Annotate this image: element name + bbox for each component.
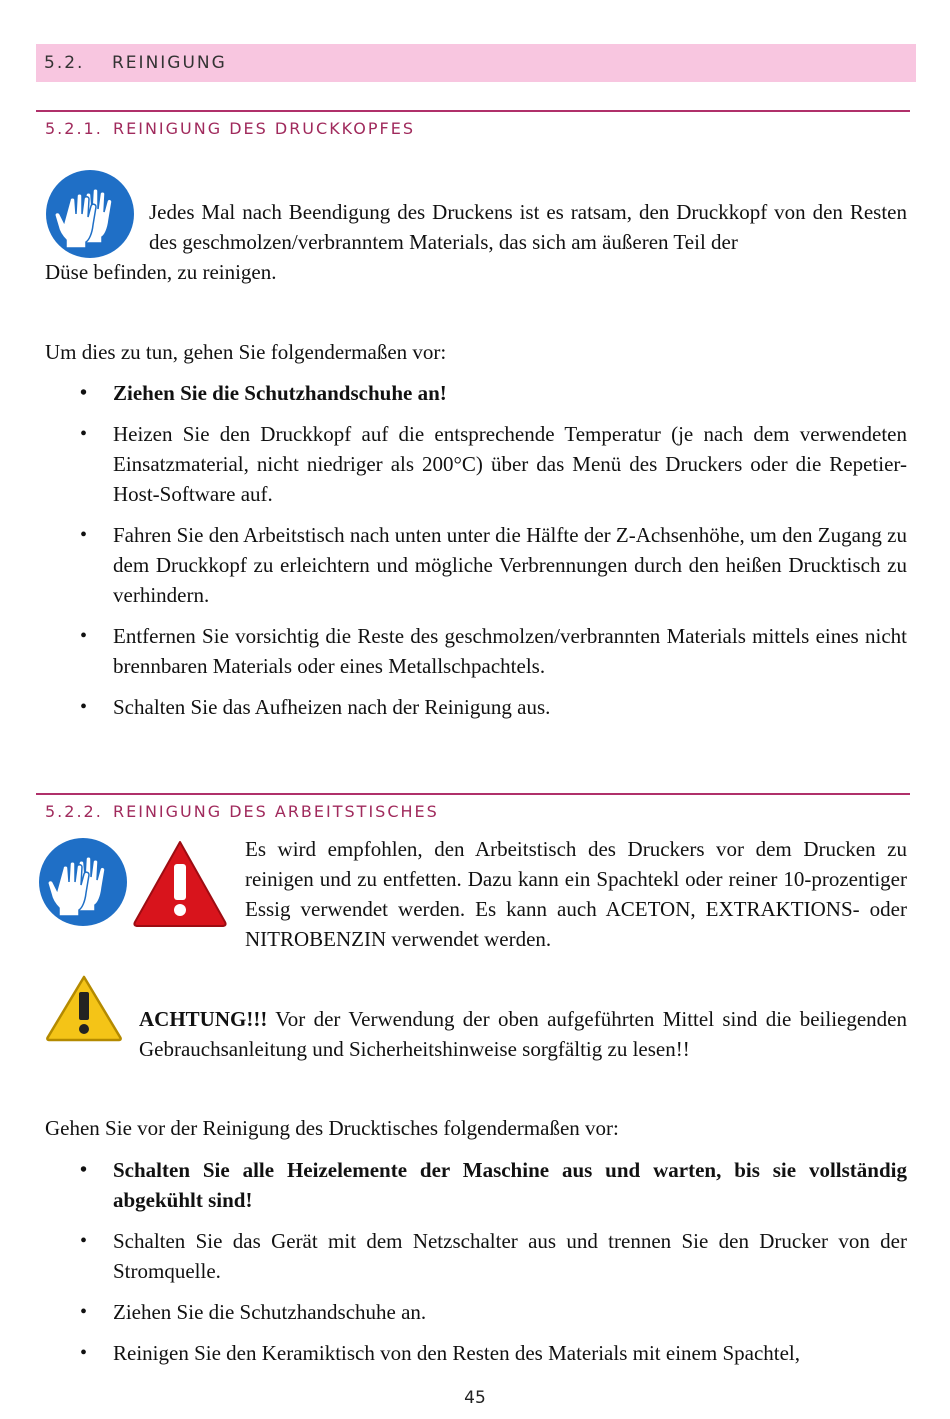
warning-paragraph	[139, 1004, 907, 1064]
subsection-heading-2	[45, 802, 439, 821]
gloves-icon	[46, 170, 134, 258]
list-item: • Schalten Sie alle Heizelemente der Maschine aus und warten, bis sie vollständig abgekühlt sind!	[0, 1155, 907, 1215]
gloves-icon	[39, 838, 127, 926]
procedure-lead-2: Gehen Sie vor der Reinigung des Drucktisches folgendermaßen vor:	[45, 1116, 619, 1140]
list-item: • Schalten Sie das Aufheizen nach der Reinigung aus.	[0, 692, 907, 722]
section-title: REINIGUNG	[112, 53, 227, 73]
page-number: 45	[464, 1388, 486, 1408]
divider-rule	[36, 793, 910, 795]
subsection-number: 5.2.1.	[45, 119, 103, 138]
subsection-title: REINIGUNG DES ARBEITSTISCHES	[113, 802, 439, 821]
intro-paragraph-1: Jedes Mal nach Beendigung des Druckens ist es ratsam, den Druckkopf von den Resten des geschmolzen/verbranntem Materials, das sich am äußeren Teil der	[149, 200, 907, 254]
list-item: • Ziehen Sie die Schutzhandschuhe an.	[0, 1297, 907, 1327]
section-header	[36, 44, 916, 82]
section-number: 5.2.	[44, 53, 85, 73]
bullet-list-2	[0, 1155, 907, 1379]
list-item: • Entfernen Sie vorsichtig die Reste des geschmolzen/verbrannten Materials mittels eines nicht brennbaren Materials oder eines Metallschpachtels.	[0, 621, 907, 681]
danger-warning-icon	[131, 838, 229, 928]
subsection-heading-1	[45, 119, 415, 138]
list-item: • Fahren Sie den Arbeitstisch nach unten unter die Hälfte der Z-Achsenhöhe, um den Zugang zu dem Druckkopf zu erleichtern und mögliche Verbrennungen durch den heißen Drucktisch zu verhindern.	[0, 520, 907, 610]
intro-paragraph-1-continued: Düse befinden, zu reinigen.	[45, 260, 277, 284]
warning-text: Vor der Verwendung der oben aufgeführten Mittel sind die beiliegenden Gebrauchsanleitung und Sicherheitshinweise sorgfältig zu lesen!!	[139, 1007, 907, 1061]
procedure-lead-1: Um dies zu tun, gehen Sie folgendermaßen vor:	[45, 340, 447, 364]
list-item: • Ziehen Sie die Schutzhandschuhe an!	[0, 378, 907, 408]
divider-rule	[36, 110, 910, 112]
warning-label: ACHTUNG!!!	[139, 1007, 268, 1031]
subsection-title: REINIGUNG DES DRUCKKOPFES	[113, 119, 416, 138]
caution-warning-icon	[45, 974, 123, 1042]
intro-paragraph-2: Es wird empfohlen, den Arbeitstisch des Druckers vor dem Drucken zu reinigen und zu entfetten. Dazu kann ein Spachtekl oder reiner 10-prozentiger Essig verwendet werden. Es kann auch ACETON, EXTRAKTIONS- oder NITROBENZIN verwendet werden.	[245, 837, 907, 951]
list-item: • Heizen Sie den Druckkopf auf die entsprechende Temperatur (je nach dem verwendeten Einsatzmaterial, nicht niedriger als 200°C) über das Menü des Druckers oder die Repetier-Host-Software auf.	[0, 419, 907, 509]
list-item: • Schalten Sie das Gerät mit dem Netzschalter aus und trennen Sie den Drucker von der Stromquelle.	[0, 1226, 907, 1286]
subsection-number: 5.2.2.	[45, 802, 103, 821]
list-item: • Reinigen Sie den Keramiktisch von den Resten des Materials mit einem Spachtel,	[0, 1338, 907, 1368]
bullet-list-1	[0, 378, 907, 733]
